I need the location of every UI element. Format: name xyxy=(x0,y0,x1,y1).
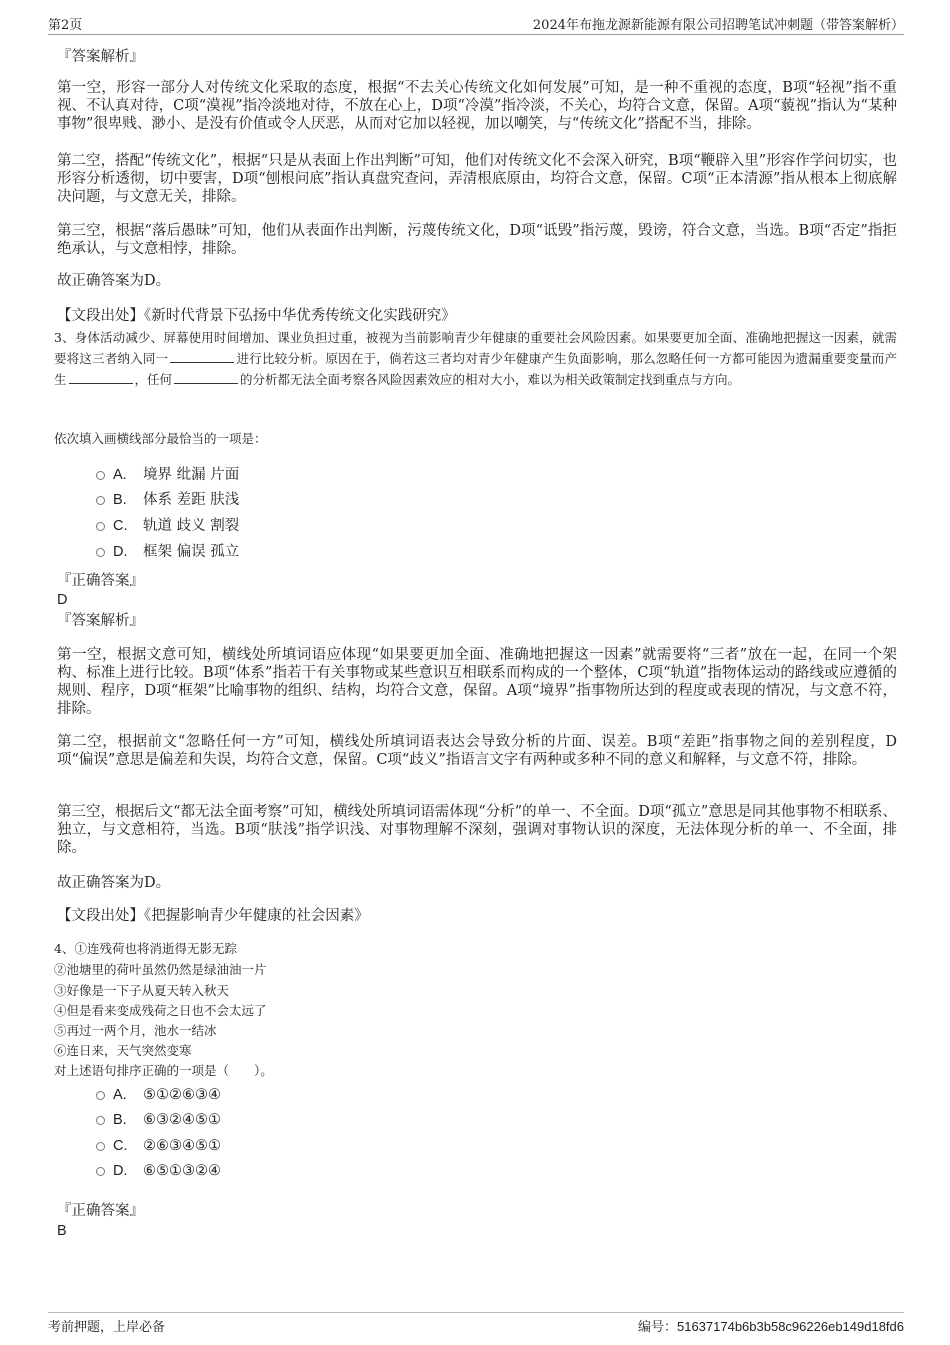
radio-icon[interactable] xyxy=(96,471,105,480)
q3-analysis-para3: 第三空，根据后文“都无法全面考察”可知，横线处所填词语需体现“分析”的单一、不全面。D项“孤立”意思是同其他事物不相联系、独立，与文意相符，当选。B项“肤浅”指学识浅、对事物理解不深刻，强调对事物认识的深度，无法体现分析的单一、不全面，排除。 xyxy=(57,804,897,856)
q3-prompt: 依次填入画横线部分最恰当的一项是： xyxy=(54,431,267,446)
q3-analysis-para2: 第二空，根据前文“忽略任何一方”可知，横线处所填词语表达会导致分析的片面、误差。B项“差距”指事物之间的差别程度，D项“偏误”意思是偏差和失误，均符合文意，保留。C项“歧义”指语言文字有两种或多种不同的意义和解释，与文意不符，排除。 xyxy=(57,734,897,768)
q3-stem: 3、身体活动减少、屏幕使用时间增加、课业负担过重，被视为当前影响青少年健康的重要社会风险因素。如果要更加全面、准确地把握这一因素，就需要将这三者纳入同一 进行比较分析。原因在于，倘若这三者均对青少年健康产生负面影响，那么忽略任何一方都可能因为遗漏重要变量而产生 ，任何 的分析都无法全面考察各风险因素效应的相对大小，难以为相关政策制定找到重点与方向。 xyxy=(54,330,897,387)
q4-answer-label: 『正确答案』 xyxy=(57,1203,144,1219)
q4-line: ④但是看来变成残荷之日也不会太远了 xyxy=(54,1003,267,1018)
radio-icon[interactable] xyxy=(96,1116,105,1125)
footer-code: 编号：51637174b6b3b58c96226eb149d18fd6 xyxy=(637,1319,904,1335)
q3-answer: D xyxy=(57,592,68,608)
q4-option-b[interactable]: B. ⑥③②④⑤① xyxy=(96,1110,221,1130)
q4-prompt: 对上述语句排序正确的一项是（ ）。 xyxy=(54,1063,273,1078)
q4-line: 4、①连残荷也将消逝得无影无踪 xyxy=(54,941,237,956)
q3-option-c[interactable]: C. 轨道 歧义 割裂 xyxy=(96,516,239,536)
q4-line: ⑤再过一两个月，池水一结冰 xyxy=(54,1023,217,1038)
footer-slogan: 考前押题，上岸必备 xyxy=(48,1320,166,1335)
q3-option-b[interactable]: B. 体系 差距 肤浅 xyxy=(96,490,239,510)
blank-1 xyxy=(170,349,234,363)
page-header xyxy=(48,14,904,35)
radio-icon[interactable] xyxy=(96,522,105,531)
page-footer xyxy=(48,1312,904,1335)
blank-3 xyxy=(174,370,238,384)
q2-analysis-para2: 第二空，搭配“传统文化”，根据“只是从表面上作出判断”可知，他们对传统文化不会深入研究，B项“鞭辟入里”形容作学问切实，也形容分析透彻，切中要害，D项“刨根问底”指认真盘究查问，弄清根底原由，均符合文意，保留。C项“正本清源”指从根本上彻底解决问题，与文意无关，排除。 xyxy=(57,153,897,205)
q3-analysis-para1: 第一空，根据文意可知，横线处所填词语应体现“如果要更加全面、准确地把握这一因素”就需要将“三者”放在一起，在同一个架构、标准上进行比较。B项“体系”指若干有关事物或某些意识互相联系而构成的一个整体，C项“轨道”指物体运动的路线或应遵循的规则、程序，D项“框架”比喻事物的组织、结构，均符合文意，保留。A项“境界”指事物所达到的程度或表现的情况，与文意不符，排除。 xyxy=(57,647,897,717)
q4-option-d[interactable]: D. ⑥⑤①③②④ xyxy=(96,1161,221,1181)
q4-line: ②池塘里的荷叶虽然仍然是绿油油一片 xyxy=(54,962,267,977)
q3-option-a[interactable]: A. 境界 纰漏 片面 xyxy=(96,465,239,485)
page-number: 第2页 xyxy=(48,18,83,33)
q2-analysis-label: 『答案解析』 xyxy=(57,49,144,65)
q4-option-c[interactable]: C. ②⑥③④⑤① xyxy=(96,1136,221,1156)
q4-option-a[interactable]: A. ⑤①②⑥③④ xyxy=(96,1085,221,1105)
radio-icon[interactable] xyxy=(96,548,105,557)
q2-analysis-para1: 第一空，形容一部分人对传统文化采取的态度，根据“不去关心传统文化如何发展”可知，是一种不重视的态度，B项“轻视”指不重视、不认真对待，C项“漠视”指冷淡地对待，不放在心上，D项“冷漠”指冷淡，不关心，均符合文意，保留。A项“藐视”指认为“某种事物”很卑贱、渺小、是没有价值或令人厌恶，从而对它加以轻视，加以嘲笑，与“传统文化”搭配不当，排除。 xyxy=(57,80,897,132)
radio-icon[interactable] xyxy=(96,1167,105,1176)
blank-2 xyxy=(69,370,133,384)
q4-line: ③好像是一下子从夏天转入秋天 xyxy=(54,983,230,998)
q3-option-d[interactable]: D. 框架 偏误 孤立 xyxy=(96,542,239,562)
radio-icon[interactable] xyxy=(96,496,105,505)
q2-analysis-para3: 第三空，根据“落后愚昧”可知，他们从表面作出判断，污蔑传统文化，D项“诋毁”指污蔑，毁谤，符合文意，当选。B项“否定”指拒绝承认，与文意相悖，排除。 xyxy=(57,223,897,257)
radio-icon[interactable] xyxy=(96,1142,105,1151)
q3-analysis-label: 『答案解析』 xyxy=(57,613,144,629)
q2-conclusion: 故正确答案为D。 xyxy=(57,273,171,289)
q4-line: ⑥连日来，天气突然变寒 xyxy=(54,1043,192,1058)
q3-source: 【文段出处】《把握影响青少年健康的社会因素》 xyxy=(57,908,369,924)
q3-conclusion: 故正确答案为D。 xyxy=(57,875,171,891)
q2-source: 【文段出处】《新时代背景下弘扬中华优秀传统文化实践研究》 xyxy=(57,308,456,324)
q4-answer: B xyxy=(57,1223,67,1239)
document-title: 2024年布拖龙源新能源有限公司招聘笔试冲刺题（带答案解析） xyxy=(532,18,904,33)
radio-icon[interactable] xyxy=(96,1091,105,1100)
q3-answer-label: 『正确答案』 xyxy=(57,573,144,589)
